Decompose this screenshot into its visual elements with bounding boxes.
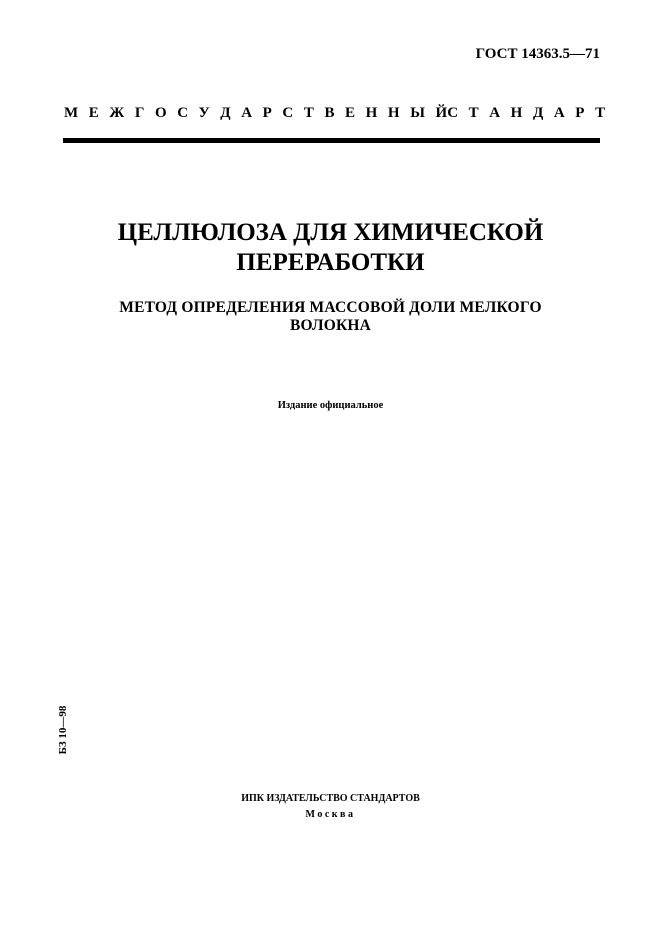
heading-letter: Т xyxy=(595,105,606,121)
heading-letter: А xyxy=(489,105,501,121)
publisher-city: Москва xyxy=(305,809,356,820)
heading-letter: С xyxy=(282,105,294,121)
heading-letter: В xyxy=(324,105,335,121)
title-line-1: ЦЕЛЛЮЛОЗА ДЛЯ ХИМИЧЕСКОЙ xyxy=(117,219,544,246)
heading-letter: У xyxy=(198,105,210,121)
heading-letter: Р xyxy=(262,105,272,121)
heading-letter: А xyxy=(241,105,253,121)
heading-letter: Т xyxy=(468,105,479,121)
heading-letter: Е xyxy=(88,105,99,121)
heading-letter: Р xyxy=(575,105,585,121)
standard-type-word-standard xyxy=(447,105,605,122)
standard-type-heading xyxy=(64,105,606,122)
heading-letter: А xyxy=(553,105,565,121)
standard-type-word-interstate xyxy=(64,105,447,122)
heading-letter: Е xyxy=(345,105,356,121)
heading-letter: Н xyxy=(387,105,400,121)
heading-letter: Ы xyxy=(410,105,425,121)
subtitle-line-1: МЕТОД ОПРЕДЕЛЕНИЯ МАССОВОЙ ДОЛИ МЕЛКОГО xyxy=(119,299,542,316)
heading-letter: Д xyxy=(532,105,544,121)
heading-letter: С xyxy=(177,105,189,121)
heading-letter: Т xyxy=(303,105,314,121)
document-subtitle xyxy=(0,299,661,335)
heading-rule xyxy=(63,138,600,143)
heading-letter: Д xyxy=(220,105,231,121)
heading-letter: О xyxy=(154,105,167,121)
side-code: БЗ 10—98 xyxy=(57,705,69,755)
subtitle-line-2: ВОЛОКНА xyxy=(289,317,372,334)
heading-letter: С xyxy=(447,105,459,121)
heading-letter: М xyxy=(64,105,79,121)
title-line-2: ПЕРЕРАБОТКИ xyxy=(236,249,425,276)
edition-note: Издание официальное xyxy=(277,400,384,411)
heading-letter: Й xyxy=(435,105,448,121)
document-title xyxy=(0,218,661,278)
gost-code: ГОСТ 14363.5—71 xyxy=(475,46,600,62)
heading-letter: Н xyxy=(510,105,523,121)
publisher-name: ИПК ИЗДАТЕЛЬСТВО СТАНДАРТОВ xyxy=(241,793,420,804)
heading-letter: Н xyxy=(365,105,378,121)
heading-letter: Г xyxy=(134,105,145,121)
heading-letter: Ж xyxy=(109,105,125,121)
